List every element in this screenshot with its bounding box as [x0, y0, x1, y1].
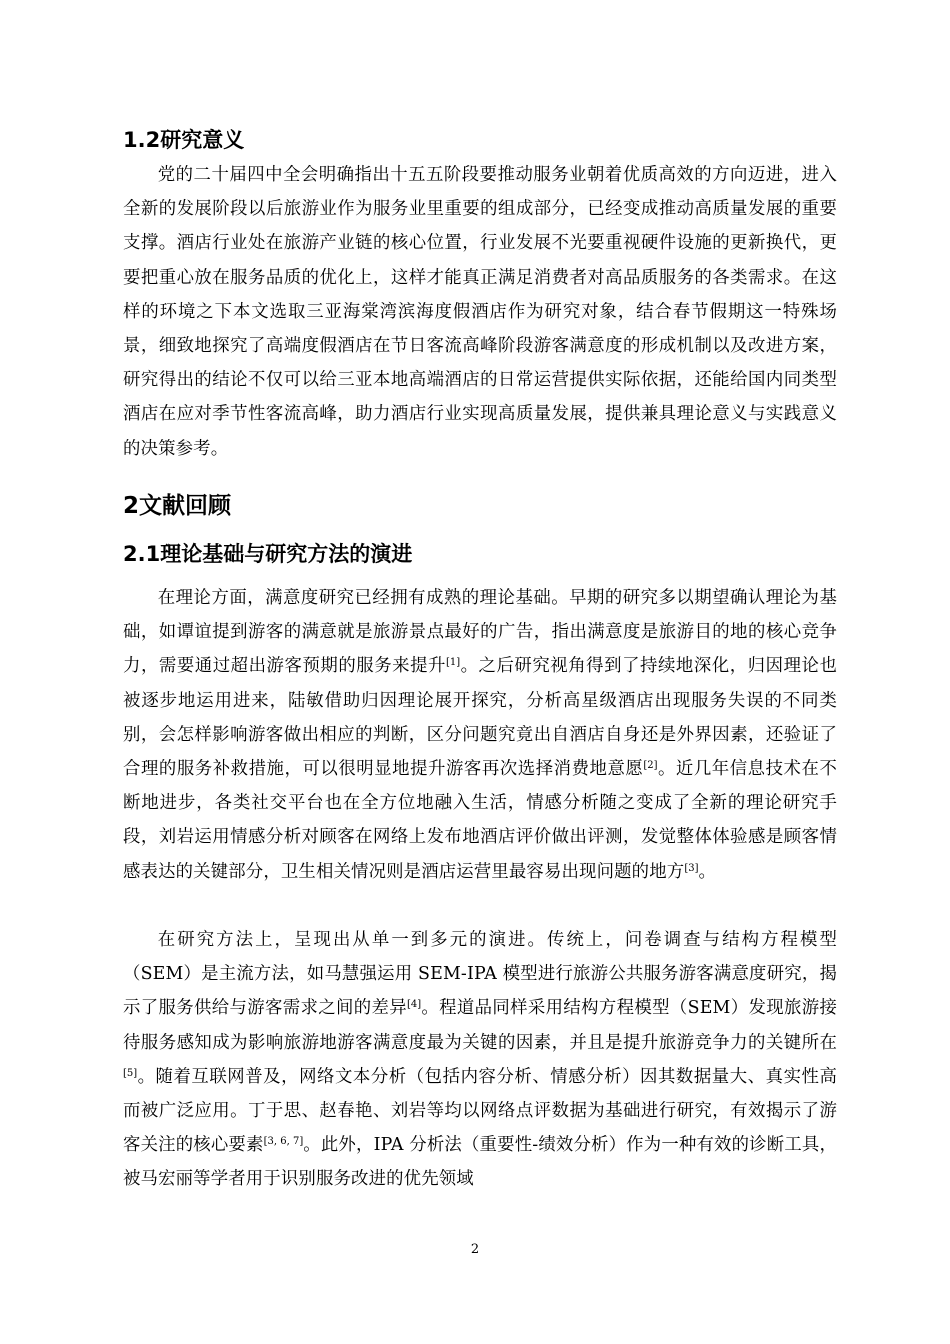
page-number: 2 — [470, 1242, 480, 1257]
paragraph-text: 。近几年信息技术在不断地进步，各类社交平台也在全方位地融入生活，情感分析随之变成了全新的理论研究手段，刘岩运用情感分析对顾客在网络上发布地酒店评价做出评测，发觉整体体验感是顾客情感表达的关键部分，卫生相关情况则是酒店运营里最容易出现问题的地方 — [123, 759, 837, 882]
paragraph-text: 。随着互联网普及，网络文本分析（包括内容分析、情感分析）因其数据量大、真实性高而被广泛应用。丁于思、赵春艳、刘岩等均以网络点评数据为基础进行研究，有效揭示了游客关注的核心要素 — [123, 1066, 837, 1156]
section-heading-2-1: 2.1理论基础与研究方法的演进 — [123, 542, 413, 566]
paragraph-theory — [123, 581, 837, 889]
paragraph-text: 在研究方法上，呈现出从单一到多元的演进。传统上，问卷调查与结构方程模型（SEM）是主流方法，如马慧强运用 SEM-IPA 模型进行旅游公共服务游客满意度研究，揭示了服务供给与游客需求之间的差异 — [123, 930, 837, 1019]
paragraph-research-significance: 党的二十届四中全会明确指出十五五阶段要推动服务业朝着优质高效的方向迈进，进入全新的发展阶段以后旅游业作为服务业里重要的组成部分，已经变成推动高质量发展的重要支撑。酒店行业处在旅游产业链的核心位置，行业发展不光要重视硬件设施的更新换代，更要把重心放在服务品质的优化上，这样才能真正满足消费者对高品质服务的各类需求。在这样的环境之下本文选取三亚海棠湾滨海度假酒店作为研究对象，结合春节假期这一特殊场景，细致地探究了高端度假酒店在节日客流高峰阶段游客满意度的形成机制以及改进方案，研究得出的结论不仅可以给三亚本地高端酒店的日常运营提供实际依据，还能给国内同类型酒店在应对季节性客流高峰，助力酒店行业实现高质量发展，提供兼具理论意义与实践意义的决策参考。 — [123, 165, 837, 459]
paragraph-text: 。程道品同样采用结构方程模型（SEM）发现旅游接待服务感知成为影响旅游地游客满意度最为关键的因素，并且是提升旅游竞争力的关键所在 — [123, 998, 837, 1053]
paragraph-methods — [123, 923, 837, 1197]
citation-marker: [2] — [643, 760, 658, 772]
citation-marker: [3, 6, 7] — [263, 1136, 304, 1148]
citation-marker: [3] — [684, 862, 699, 874]
citation-marker: [4] — [407, 999, 422, 1011]
section-heading-1-2: 1.2研究意义 — [123, 128, 245, 152]
citation-marker: [1] — [446, 657, 461, 669]
paragraph-text: 。 — [698, 861, 717, 882]
paragraph-text: 。此外，IPA 分析法（重要性-绩效分析）作为一种有效的诊断工具，被马宏丽等学者用于识别服务改进的优先领域 — [123, 1135, 838, 1190]
paragraph-text: 。之后研究视角得到了持续地深化，归因理论也被逐步地运用进来，陆敏借助归因理论展开探究，分析高星级酒店出现服务失误的不同类别，会怎样影响游客做出相应的判断，区分问题究竟出自酒店自身还是外界因素，还验证了合理的服务补救措施，可以很明显地提升游客再次选择消费地意愿 — [123, 656, 837, 780]
citation-marker: [5] — [123, 1067, 138, 1079]
chapter-heading-2: 2文献回顾 — [123, 493, 232, 519]
paragraph-text: 在理论方面，满意度研究已经拥有成熟的理论基础。早期的研究多以期望确认理论为基础，如谭谊提到游客的满意就是旅游景点最好的广告，指出满意度是旅游目的地的核心竞争力，需要通过超出游客预期的服务来提升 — [123, 588, 837, 677]
